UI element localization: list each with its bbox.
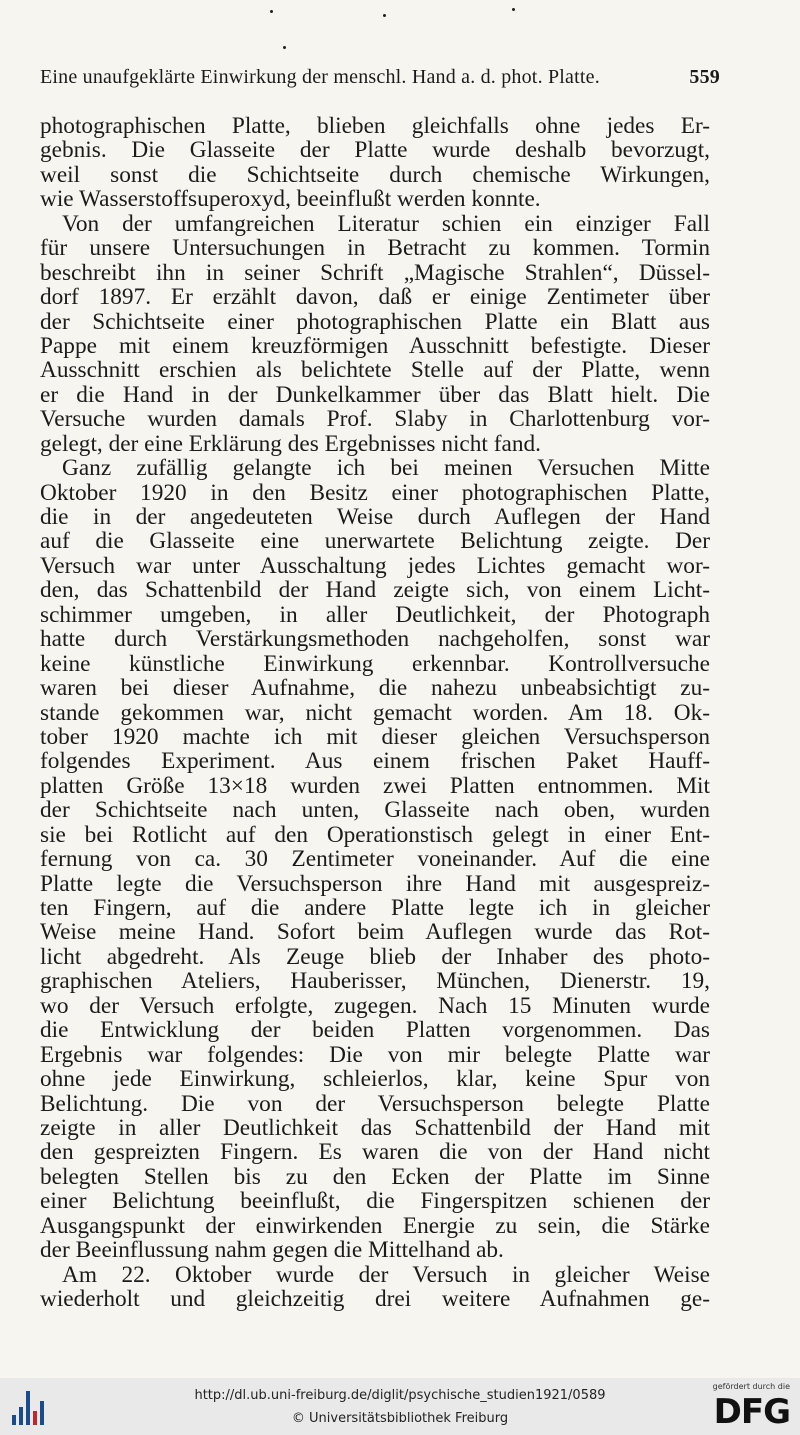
dfg-logo	[704, 1382, 790, 1432]
text-line: platten Größe 13×18 wurden zwei Platten entnommen. Mit	[40, 772, 710, 799]
source-url-link[interactable]: http://dl.ub.uni-freiburg.de/diglit/psychische_studien1921/0589	[194, 1388, 606, 1403]
text-line: licht abgedreht. Als Zeuge blieb der Inhaber des photo-	[40, 943, 710, 970]
dfg-logo-text: DFG	[713, 1392, 790, 1432]
text-line: Pappe mit einem kreuzförmigen Ausschnitt befestigte. Dieser	[40, 332, 710, 359]
text-line: ohne jede Einwirkung, schleierlos, klar, keine Spur von	[40, 1066, 710, 1093]
text-line: Ausschnitt erschien als belichtete Stelle auf der Platte, wenn	[40, 357, 710, 384]
text-line: hatte durch Verstärkungsmethoden nachgeholfen, sonst war	[40, 626, 710, 653]
copyright-notice: © Universitätsbibliothek Freiburg	[291, 1411, 509, 1426]
text-line: folgendes Experiment. Aus einem frischen Paket Hauff-	[40, 748, 710, 775]
text-line: belegten Stellen bis zu den Ecken der Platte im Sinne	[40, 1163, 710, 1190]
text-line: fernung von ca. 30 Zentimeter voneinander. Auf die eine	[40, 846, 710, 873]
text-line: wo der Versuch erfolgte, zugegen. Nach 15 Minuten wurde	[40, 992, 710, 1019]
text-line: sie bei Rotlicht auf den Operationstisch gelegt in einer Ent-	[40, 821, 710, 848]
text-line: gelegt, der eine Erklärung des Ergebnisses nicht fand.	[40, 430, 541, 457]
text-line: der Schichtseite nach unten, Glasseite nach oben, wurden	[40, 797, 710, 824]
text-line: graphischen Ateliers, Hauberisser, München, Dienerstr. 19,	[40, 968, 710, 995]
text-line: dorf 1897. Er erzählt davon, daß er einige Zentimeter über	[40, 284, 710, 311]
text-line: gebnis. Die Glasseite der Platte wurde deshalb bevorzugt,	[40, 137, 710, 164]
text-line: Ergebnis war folgendes: Die von mir belegte Platte war	[40, 1041, 710, 1068]
text-line: tober 1920 machte ich mit dieser gleichen Versuchsperson	[40, 723, 710, 750]
text-line: Am 22. Oktober wurde der Versuch in gleicher Weise	[62, 1261, 710, 1288]
text-line: er die Hand in der Dunkelkammer über das Blatt hielt. Die	[40, 381, 710, 408]
text-line: ten Fingern, auf die andere Platte legte ich in gleicher	[40, 895, 710, 921]
text-line: den, das Schattenbild der Hand zeigte sich, von einem Licht-	[40, 577, 710, 604]
text-line: Platte legte die Versuchsperson ihre Hand mit ausgespreiz-	[40, 870, 710, 897]
scan-speck	[283, 46, 286, 49]
text-line: beschreibt ihn in seiner Schrift „Magische Strahlen“, Düssel-	[40, 259, 710, 286]
text-line: Belichtung. Die von der Versuchsperson belegte Platte	[40, 1090, 710, 1117]
text-line: wie Wasserstoffsuperoxyd, beeinflußt werden konnte.	[40, 186, 541, 213]
dfg-tagline: gefördert durch die	[712, 1382, 790, 1391]
text-line: Versuch war unter Ausschaltung jedes Lichtes gemacht wor-	[40, 552, 710, 579]
text-line: weil sonst die Schichtseite durch chemische Wirkungen,	[40, 161, 710, 188]
text-line: der Schichtseite einer photographischen Platte ein Blatt aus	[40, 308, 710, 335]
text-line: zeigte in aller Deutlichkeit das Schattenbild der Hand mit	[40, 1114, 710, 1141]
text-line: die Entwicklung der beiden Platten vorgenommen. Das	[40, 1017, 710, 1044]
text-line: der Beeinflussung nahm gegen die Mittelhand ab.	[40, 1237, 504, 1264]
text-line: einer Belichtung beeinflußt, die Fingerspitzen schienen der	[40, 1188, 710, 1215]
text-line: die in der angedeuteten Weise durch Auflegen der Hand	[40, 504, 710, 530]
text-line: Von der umfangreichen Literatur schien ein einziger Fall	[62, 210, 710, 237]
text-line: schimmer umgeben, in aller Deutlichkeit, der Photograph	[40, 601, 710, 628]
text-line: Versuche wurden damals Prof. Slaby in Charlottenburg vor-	[40, 406, 710, 433]
text-line: Oktober 1920 in den Besitz einer photographischen Platte,	[40, 479, 710, 506]
text-line: für unsere Untersuchungen in Betracht zu kommen. Tormin	[40, 235, 710, 262]
text-line: Ganz zufällig gelangte ich bei meinen Versuchen Mitte	[62, 455, 710, 482]
text-line: keine künstliche Einwirkung erkennbar. Kontrollversuche	[40, 650, 710, 677]
text-line: Weise meine Hand. Sofort beim Auflegen wurde das Rot-	[40, 919, 710, 946]
running-title: Eine unaufgeklärte Einwirkung der menschl. Hand a. d. phot. Platte.	[40, 66, 600, 88]
running-header	[40, 66, 720, 96]
text-line: den gespreizten Fingern. Es waren die von der Hand nicht	[40, 1139, 710, 1166]
text-line: photographischen Platte, blieben gleichfalls ohne jedes Er-	[40, 113, 710, 139]
text-line: waren bei dieser Aufnahme, die nahezu unbeabsichtigt zu-	[40, 675, 710, 702]
body-text	[40, 114, 710, 1311]
text-line: Ausgangspunkt der einwirkenden Energie zu sein, die Stärke	[40, 1212, 710, 1239]
text-line: wiederholt und gleichzeitig drei weitere Aufnahmen ge-	[40, 1286, 710, 1312]
scan-speck	[270, 10, 273, 13]
page-number: 559	[689, 66, 720, 88]
text-line: stande gekommen war, nicht gemacht worden. Am 18. Ok-	[40, 699, 710, 726]
scan-speck	[383, 14, 386, 17]
viewer-footer	[0, 1378, 800, 1435]
scan-speck	[512, 8, 515, 11]
text-line: auf die Glasseite eine unerwartete Belichtung zeigte. Der	[40, 528, 710, 555]
